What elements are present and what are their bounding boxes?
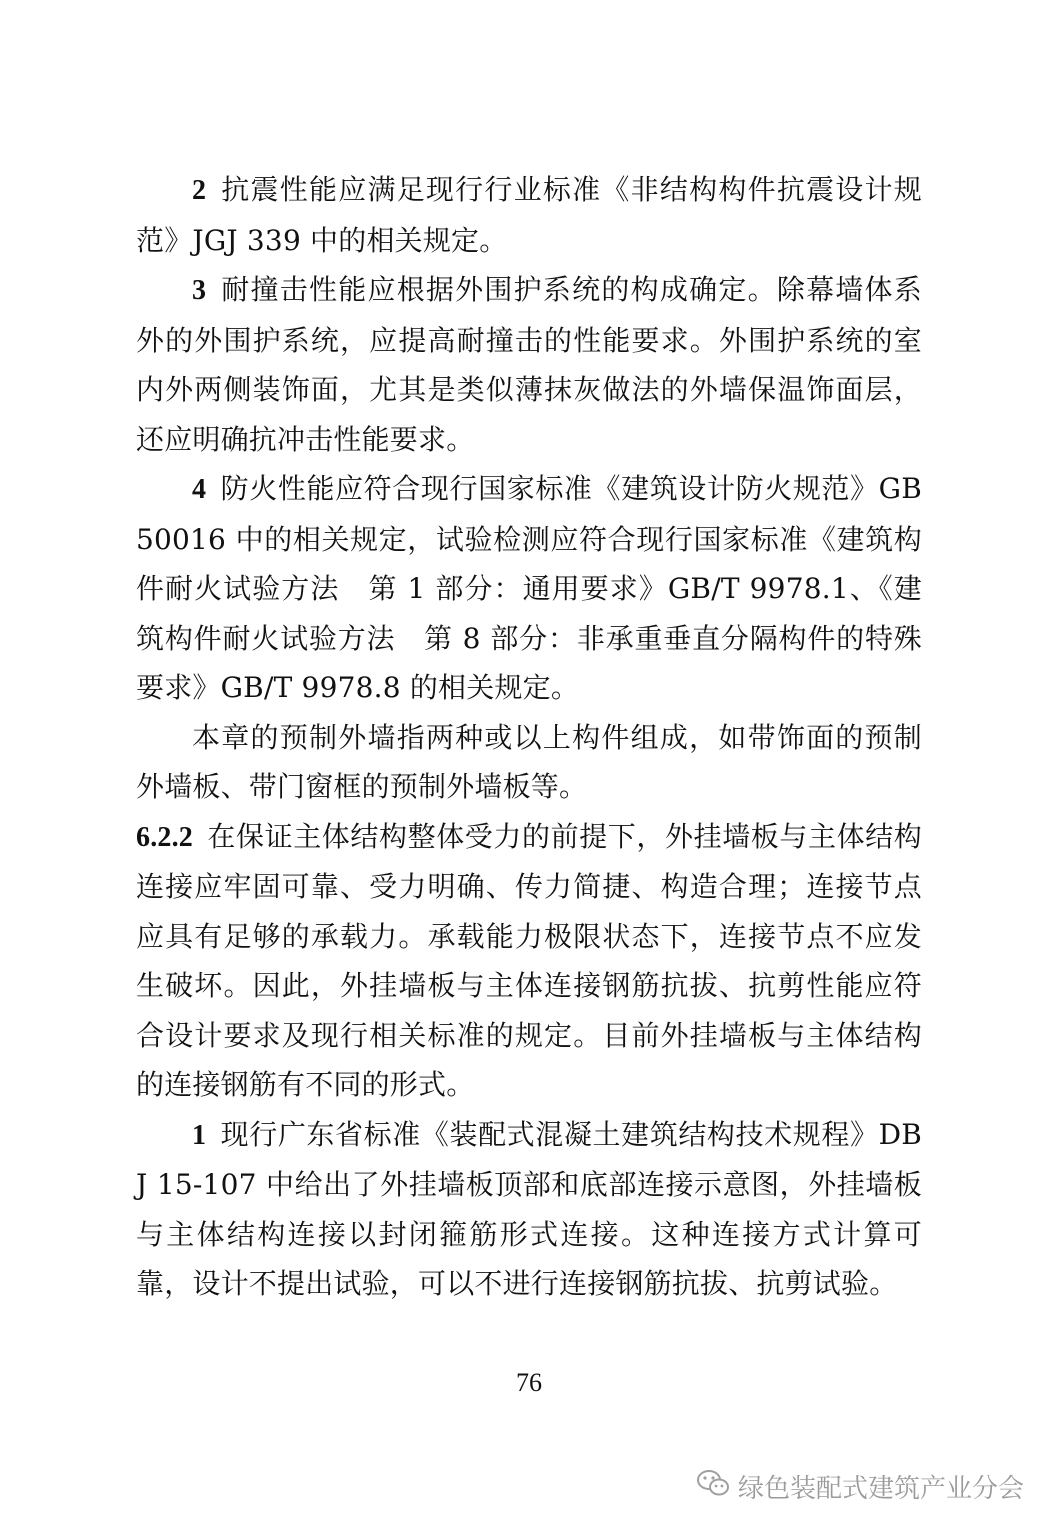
section-6-2-2 xyxy=(136,812,922,1110)
paragraph-text: 本章的预制外墙指两种或以上构件组成，如带饰面的预制外墙板、带门窗框的预制外墙板等。 xyxy=(136,720,922,803)
paragraph-text: 耐撞击性能应根据外围护系统的构成确定。除幕墙体系外的外围护系统，应提高耐撞击的性能要求。外围护系统的室内外两侧装饰面，尤其是类似薄抹灰做法的外墙保温饰面层，还应明确抗冲击性能要求。 xyxy=(136,273,922,456)
item-number: 2 xyxy=(192,175,207,206)
paragraph-text: 在保证主体结构整体受力的前提下，外挂墙板与主体结构连接应牢固可靠、受力明确、传力简捷、构造合理；连接节点应具有足够的承载力。承载能力极限状态下，连接节点不应发生破坏。因此，外挂墙板与主体连接钢筋抗拔、抗剪性能应符合设计要求及现行相关标准的规定。目前外挂墙板与主体结构的连接钢筋有不同的形式。 xyxy=(136,819,922,1101)
paragraph-item-1 xyxy=(136,1110,922,1309)
watermark xyxy=(696,1468,1024,1505)
paragraph-item-2 xyxy=(136,165,922,265)
paragraph-text: 现行广东省标准《装配式混凝土建筑结构技术规程》DBJ 15-107 中给出了外挂墙板顶部和底部连接示意图，外挂墙板与主体结构连接以封闭箍筋形式连接。这种连接方式计算可靠，设计不提出试验，可以不进行连接钢筋抗拔、抗剪试验。 xyxy=(136,1117,922,1300)
paragraph-text: 抗震性能应满足现行行业标准《非结构构件抗震设计规范》JGJ 339 中的相关规定。 xyxy=(136,173,922,257)
item-number: 3 xyxy=(192,275,207,306)
watermark-text: 绿色装配式建筑产业分会 xyxy=(737,1474,1024,1504)
page-number: 76 xyxy=(516,1368,542,1397)
wechat-icon xyxy=(696,1468,738,1505)
paragraph-item-3 xyxy=(136,265,922,464)
section-number: 6.2.2 xyxy=(136,821,193,853)
item-number: 4 xyxy=(192,474,207,505)
body-text xyxy=(136,165,922,1309)
paragraph-item-4 xyxy=(136,464,922,713)
item-number: 1 xyxy=(192,1119,207,1151)
paragraph-text: 防火性能应符合现行国家标准《建筑设计防火规范》GB 50016 中的相关规定，试验检测应符合现行国家标准《建筑构件耐火试验方法 第 1 部分：通用要求》GB/T 9978.1、《建筑构件耐火试验方法 第 8 部分：非承重垂直分隔构件的特殊要求》GB/T 9978.8 的相关规定。 xyxy=(136,472,922,704)
paragraph-note xyxy=(136,713,922,812)
